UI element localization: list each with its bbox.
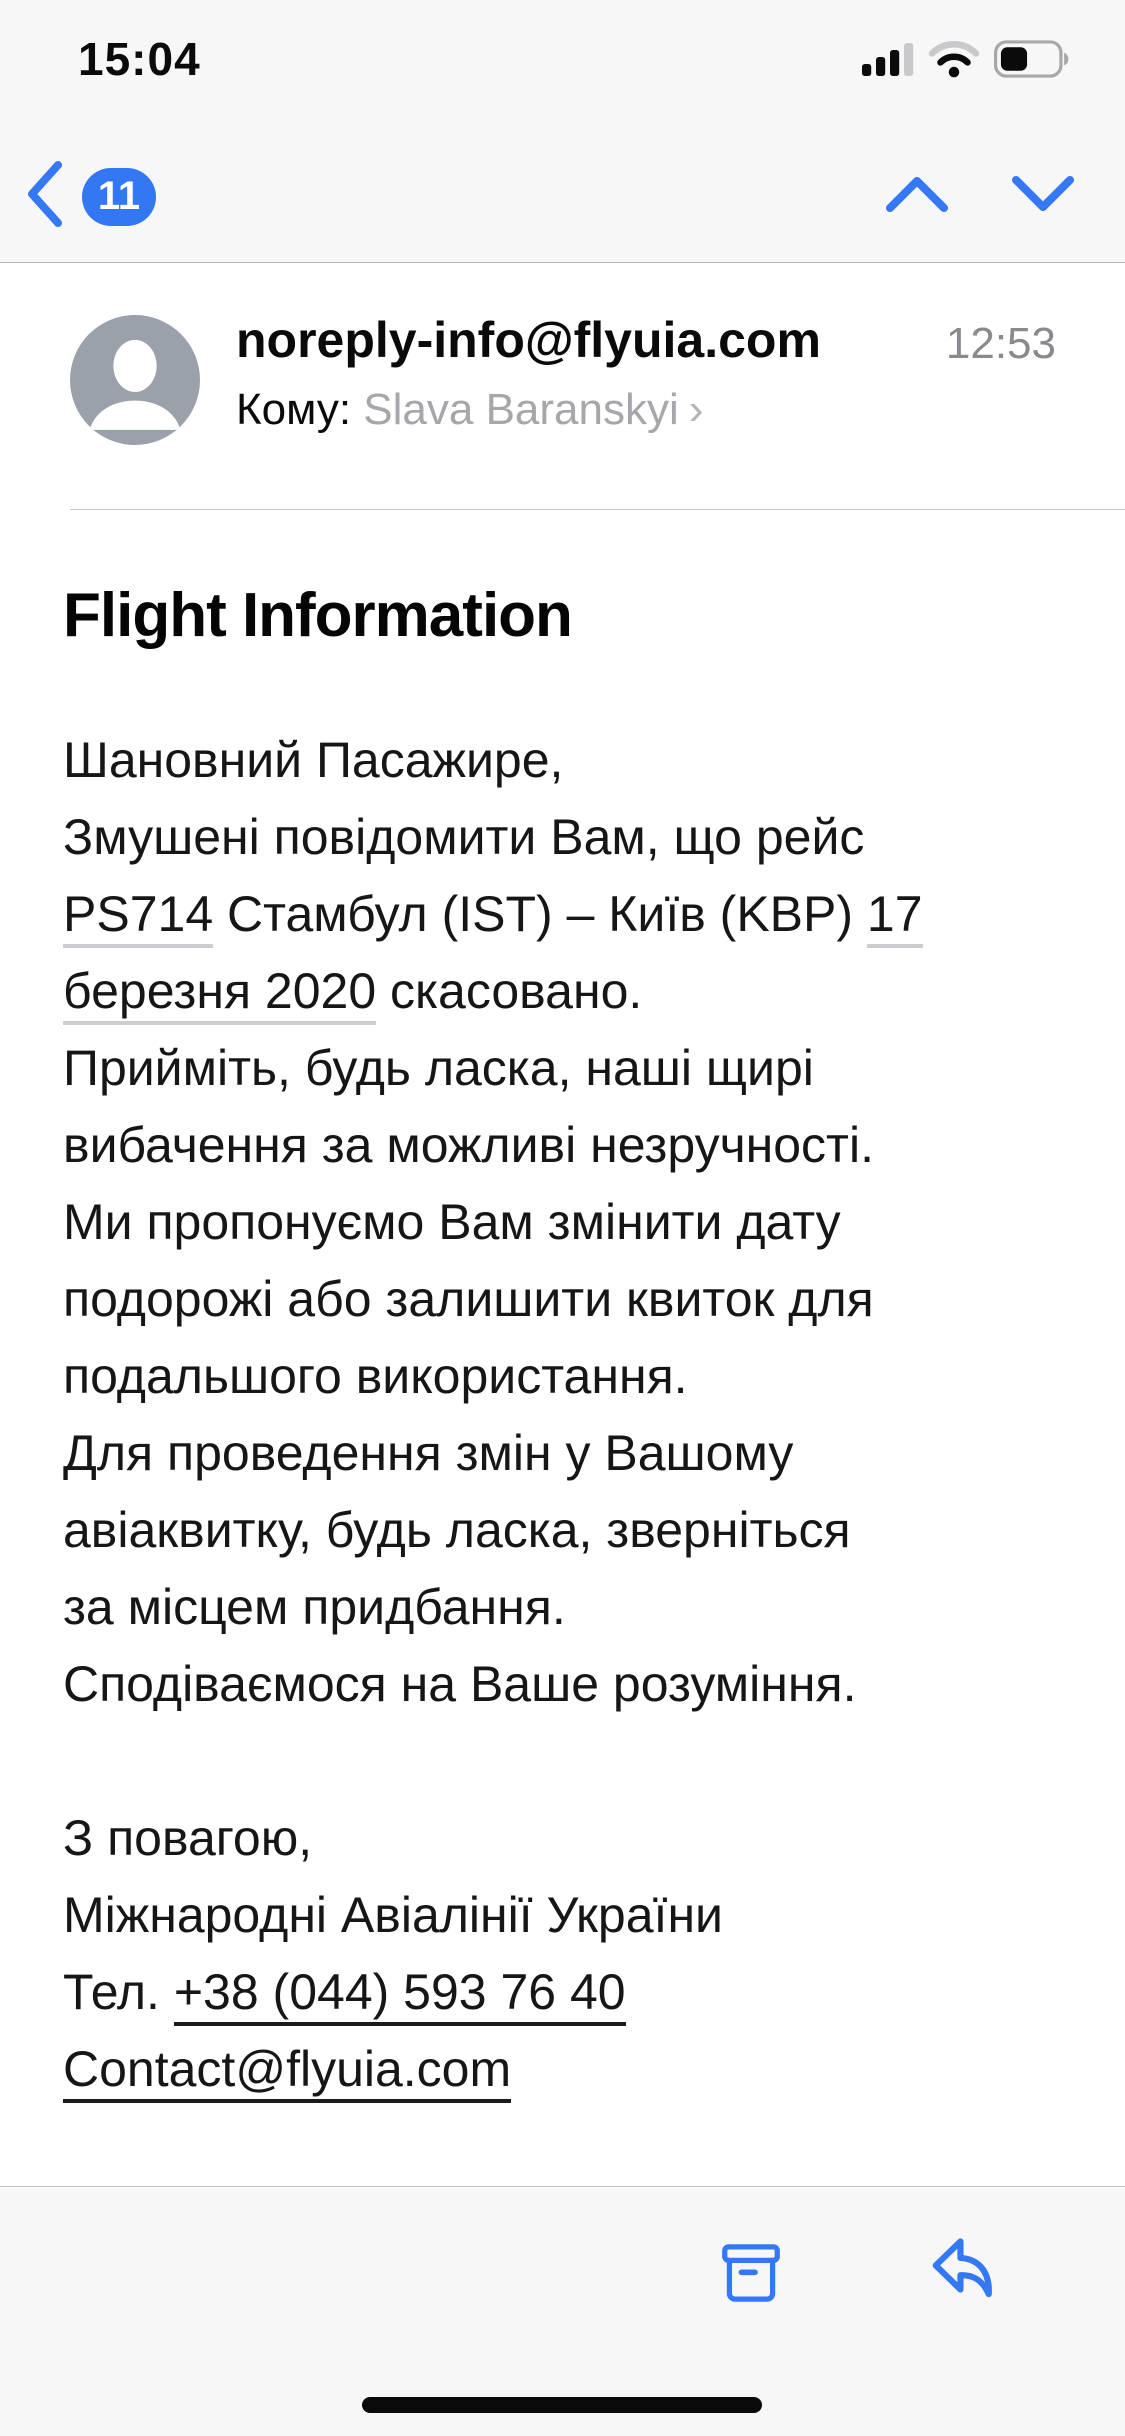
body-text: вибачення за можливі незручності. bbox=[63, 1117, 874, 1173]
body-line bbox=[63, 1107, 1085, 1184]
battery-icon bbox=[994, 40, 1070, 83]
wifi-icon bbox=[928, 40, 980, 83]
body-text: авіаквитку, будь ласка, зверніться bbox=[63, 1502, 851, 1558]
body-text: Шановний Пасажире, bbox=[63, 732, 564, 788]
body-line bbox=[63, 1954, 1085, 2031]
link-text[interactable]: Contact@flyuia.com bbox=[63, 2041, 511, 2103]
body-line bbox=[63, 1030, 1085, 1107]
previous-message-button[interactable] bbox=[885, 174, 949, 219]
unread-count-badge: 11 bbox=[82, 168, 156, 226]
data-detector-text[interactable]: PS714 bbox=[63, 886, 213, 948]
person-silhouette-icon bbox=[70, 315, 200, 445]
body-line bbox=[63, 953, 1085, 1030]
message-nav-arrows bbox=[885, 174, 1075, 219]
body-line bbox=[63, 1800, 1085, 1877]
body-text: скасовано. bbox=[376, 963, 643, 1019]
recipient-name: Slava Baranskyi bbox=[363, 385, 679, 434]
home-indicator[interactable] bbox=[362, 2397, 762, 2413]
status-time: 15:04 bbox=[78, 33, 201, 85]
body-line bbox=[63, 1492, 1085, 1569]
header-divider bbox=[70, 509, 1125, 510]
status-icons bbox=[862, 40, 1070, 83]
email-body-lines bbox=[63, 722, 1085, 2108]
body-line bbox=[63, 1184, 1085, 1261]
body-line bbox=[63, 2031, 1085, 2108]
body-line bbox=[63, 799, 1085, 876]
body-line bbox=[63, 876, 1085, 953]
body-text: Тел. bbox=[63, 1964, 174, 2020]
chevron-left-icon bbox=[26, 160, 64, 233]
recipient-row[interactable] bbox=[236, 385, 703, 435]
body-line bbox=[63, 1569, 1085, 1646]
message-time: 12:53 bbox=[945, 319, 1056, 368]
cellular-signal-icon bbox=[862, 42, 914, 81]
body-text: Для проведення змін у Вашому bbox=[63, 1425, 794, 1481]
body-text: подорожі або залишити квиток для bbox=[63, 1271, 874, 1327]
body-text: Ми пропонуємо Вам змінити дату bbox=[63, 1194, 841, 1250]
sender-avatar bbox=[70, 315, 200, 445]
body-text: Змушені повідомити Вам, що рейс bbox=[63, 809, 865, 865]
top-chrome bbox=[0, 0, 1125, 263]
body-text: Прийміть, будь ласка, наші щирі bbox=[63, 1040, 814, 1096]
body-line bbox=[63, 722, 1085, 799]
reply-arrow-icon bbox=[926, 2237, 1004, 2303]
to-label: Кому: bbox=[236, 385, 364, 434]
body-line bbox=[63, 1415, 1085, 1492]
body-text: за місцем придбання. bbox=[63, 1579, 566, 1635]
data-detector-text[interactable]: березня 2020 bbox=[63, 963, 376, 1025]
body-line bbox=[63, 1261, 1085, 1338]
link-text[interactable]: +38 (044) 593 76 40 bbox=[174, 1964, 626, 2026]
body-line bbox=[63, 1877, 1085, 1954]
back-button[interactable] bbox=[26, 160, 156, 233]
reply-button[interactable] bbox=[926, 2237, 1004, 2308]
email-subject-title: Flight Information bbox=[63, 580, 572, 650]
next-message-button[interactable] bbox=[1011, 174, 1075, 219]
archive-box-icon bbox=[716, 2237, 786, 2307]
email-header bbox=[0, 263, 1125, 510]
body-line bbox=[63, 1723, 1085, 1800]
body-text: подальшого використання. bbox=[63, 1348, 688, 1404]
body-text: З повагою, bbox=[63, 1810, 313, 1866]
body-text: Міжнародні Авіалінії України bbox=[63, 1887, 723, 1943]
body-text: Стамбул (IST) – Київ (KBP) bbox=[213, 886, 867, 942]
data-detector-text[interactable]: 17 bbox=[867, 886, 923, 948]
chevron-right-icon: › bbox=[688, 385, 704, 434]
sender-address[interactable]: noreply-info@flyuia.com bbox=[236, 312, 821, 368]
body-line bbox=[63, 1338, 1085, 1415]
archive-button[interactable] bbox=[716, 2237, 786, 2312]
chevron-down-icon bbox=[1011, 174, 1075, 214]
chevron-up-icon bbox=[885, 174, 949, 214]
body-line bbox=[63, 1646, 1085, 1723]
body-text: Сподіваємося на Ваше розуміння. bbox=[63, 1656, 857, 1712]
